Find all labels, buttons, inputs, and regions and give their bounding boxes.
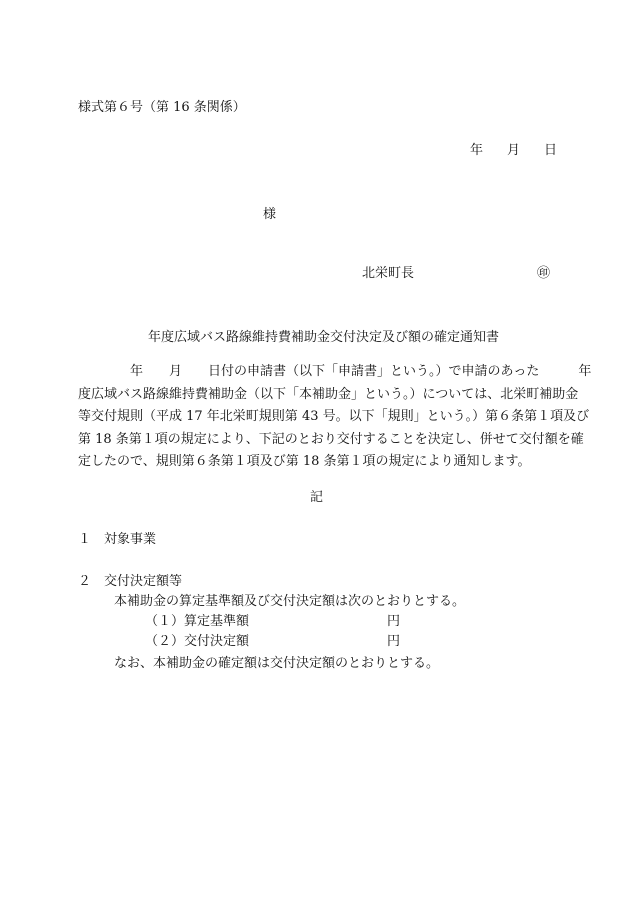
item-decision-amount-label: （２）交付決定額: [145, 634, 250, 649]
section-1-heading: １ 対象事業: [78, 532, 157, 547]
item-base-amount-unit: 円: [387, 614, 401, 629]
section-2-heading: ２ 交付決定額等: [78, 574, 183, 589]
section-2-intro: 本補助金の算定基準額及び交付決定額は次のとおりとする。: [114, 594, 466, 609]
body-line: 度広域バス路線維持費補助金（以下「本補助金」という。）については、北栄町補助金: [78, 386, 579, 402]
document-title: 年度広域バス路線維持費補助金交付決定及び額の確定通知書: [148, 330, 500, 345]
seal-mark: ㊞: [537, 266, 551, 281]
addressee-suffix: 様: [263, 207, 277, 222]
body-line: 定したので、規則第６条第１項及び第 18 条第１項の規定により通知します。: [78, 454, 531, 469]
section-2-note: なお、本補助金の確定額は交付決定額のとおりとする。: [114, 656, 440, 671]
body-line: 年 月 日付の申請書（以下「申請書」という。）で申請のあった 年: [78, 364, 592, 379]
date-line: [470, 139, 557, 158]
body-line: 等交付規則（平成 17 年北栄町規則第 43 号。以下「規則」という。）第６条第１項及び: [78, 409, 590, 424]
date-year: 年: [470, 143, 484, 158]
issuer-name: 北栄町長: [362, 266, 415, 281]
issuer: [362, 262, 551, 281]
body-text: [78, 361, 592, 474]
ki-heading: 記: [310, 490, 324, 505]
date-month: 月: [507, 143, 521, 158]
body-line: 第 18 条第１項の規定により、下記のとおり交付することを決定し、併せて交付額を確: [78, 431, 584, 447]
item-base-amount-label: （１）算定基準額: [145, 614, 250, 629]
form-number: 様式第６号（第 16 条関係）: [78, 100, 246, 115]
date-day: 日: [544, 143, 558, 158]
item-decision-amount-unit: 円: [387, 634, 401, 649]
